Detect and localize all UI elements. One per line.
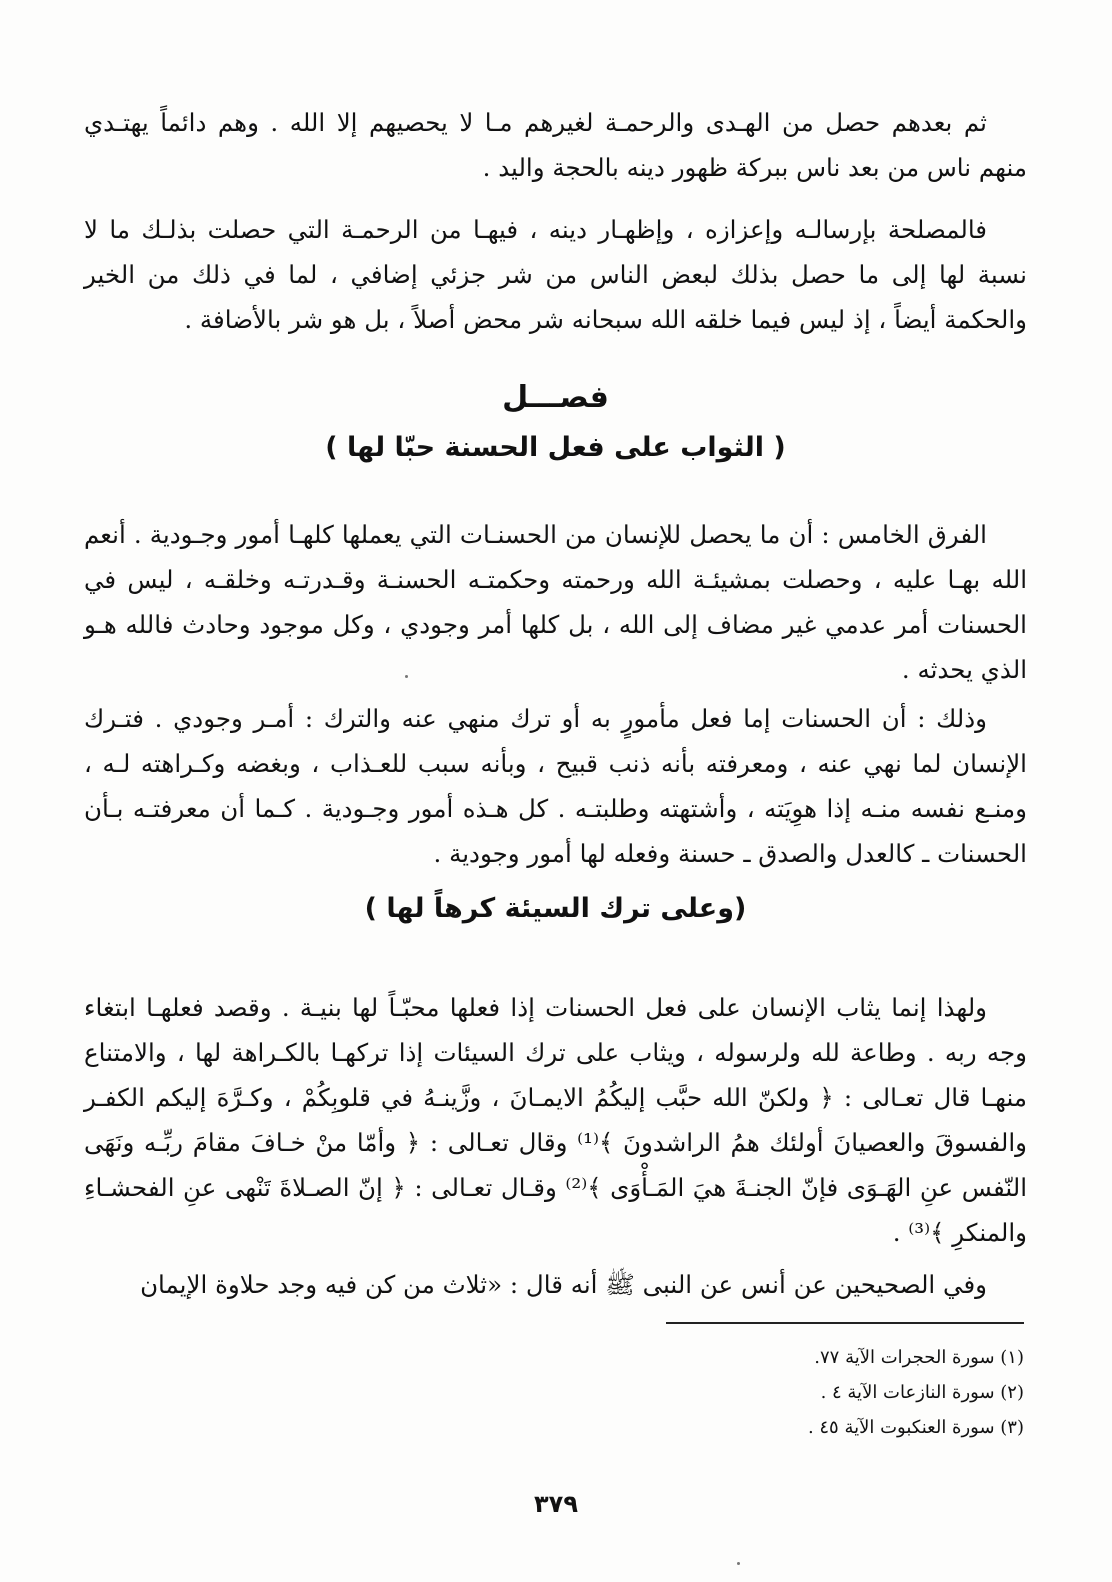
paragraph-text: الفرق الخامس : أن ما يحصل للإنسان من الحسنـات التي يعملها كلهـا أمور وجـودية . أنعم الله بهـا عليه ، وحصلت بمشيئـة الله ورحمته وحكمتـه الحسنـة وقـدرتـه وخلقـه ، ليس في الحسنات أمر عدمي غير مضاف إلى الله ، بل كلها أمر وجودي ، وكل موجود وحادث فالله هـو الذي يحدثه . xyxy=(84,520,1027,684)
paragraph-2 xyxy=(84,207,1027,342)
paragraph-text: وذلك : أن الحسنات إما فعل مأمورٍ به أو ترك منهي عنه والترك : أمـر وجودي . فتـرك الإنسان لما نهي عنه ، ومعرفته بأنه ذنب قبيح ، وبأنه سبب للعـذاب ، وبغضه وكـراهته لـه ، ومنـع نفسه منـه إذا هوِيَته ، وأشتهته وطلبتـه . كل هـذه أمور وجـودية . كـما أن معرفتـه بـأن الحسنات ـ كالعدل والصدق ـ حسنة وفعله لها أمور وجودية . xyxy=(84,704,1027,868)
section-subtitle: ( الثواب على فعل الحسنة حبّا لها ) xyxy=(325,432,786,463)
footnotes xyxy=(620,1340,1024,1445)
paragraph-4 xyxy=(84,696,1027,876)
footnote-divider xyxy=(666,1322,1024,1324)
scan-speck xyxy=(405,675,408,678)
subheading-dislike-of-evil: (وعلى ترك السيئة كرهاً لها ) xyxy=(364,893,747,924)
paragraph-1 xyxy=(84,100,1027,190)
paragraph-5 xyxy=(84,985,1027,1255)
paragraph-3 xyxy=(84,512,1027,692)
paragraph-text: فالمصلحة بإرسالـه وإعزازه ، وإظهـار دينه ، فيهـا من الرحمـة التي حصلت بذلـك ما لا نسبة لها إلى ما حصل بذلك لبعض الناس من شر جزئي إضافي ، لما في ذلك من الخير والحكمة أيضاً ، إذ ليس فيما خلقه الله سبحانه شر محض أصلاً ، بل هو شر بالأضافة . xyxy=(84,215,1027,334)
footnote-3: (٣) سورة العنكبوت الآية ٤٥ . xyxy=(807,1417,1024,1438)
section-title: فصـــل xyxy=(502,380,609,415)
paragraph-text: ولهذا إنما يثاب الإنسان على فعل الحسنات إذا فعلها محبّـاً لها بنيـة . وقصد فعلهـا ابتغاء وجه ربه . وطاعة لله ولرسوله ، ويثاب على ترك السيئات إذا تركهـا بالكـراهة لها ، والامتناع منهـا قال تعـالى : ﴿ ولكنّ الله حبَّب إليكُمُ الايمـانَ ، وزَّينـهُ في قلوبِكُمْ ، وكـرَّهَ إليكم الكفـر والفسوقَ والعصيانَ أولئك همُ الراشدونَ ﴾⁽¹⁾ وقال تعـالى : ﴿ وأمّا منْ خـافَ مقامَ ربِّـه ونَهَى النّفس عنِ الهَـوَى فإنّ الجنـةَ هيَ المَـأْوَى ﴾⁽²⁾ وقـال تعـالى : ﴿ إنّ الصـلاةَ تَنْهى عنِ الفحشـاءِ والمنكرِ ﴾⁽³⁾ . xyxy=(84,993,1028,1247)
page-number: ٣٧٩ xyxy=(534,1490,578,1518)
paragraph-6 xyxy=(84,1262,1027,1307)
footnote-2: (٢) سورة النازعات الآية ٤ . xyxy=(820,1382,1024,1403)
paragraph-text: ثم بعدهم حصل من الهـدى والرحمـة لغيرهم مـا لا يحصيهم إلا الله . وهم دائماً يهتـدي منهم ناس من بعد ناس ببركة ظهور دينه بالحجة واليد . xyxy=(84,108,1027,182)
paragraph-text: وفي الصحيحين عن أنس عن النبى ﷺ أنه قال : «ثلاث من كن فيه وجد حلاوة الإيمان xyxy=(140,1270,987,1299)
footnote-1: (١) سورة الحجرات الآية ٧٧. xyxy=(814,1347,1024,1368)
scan-speck xyxy=(737,1562,740,1565)
